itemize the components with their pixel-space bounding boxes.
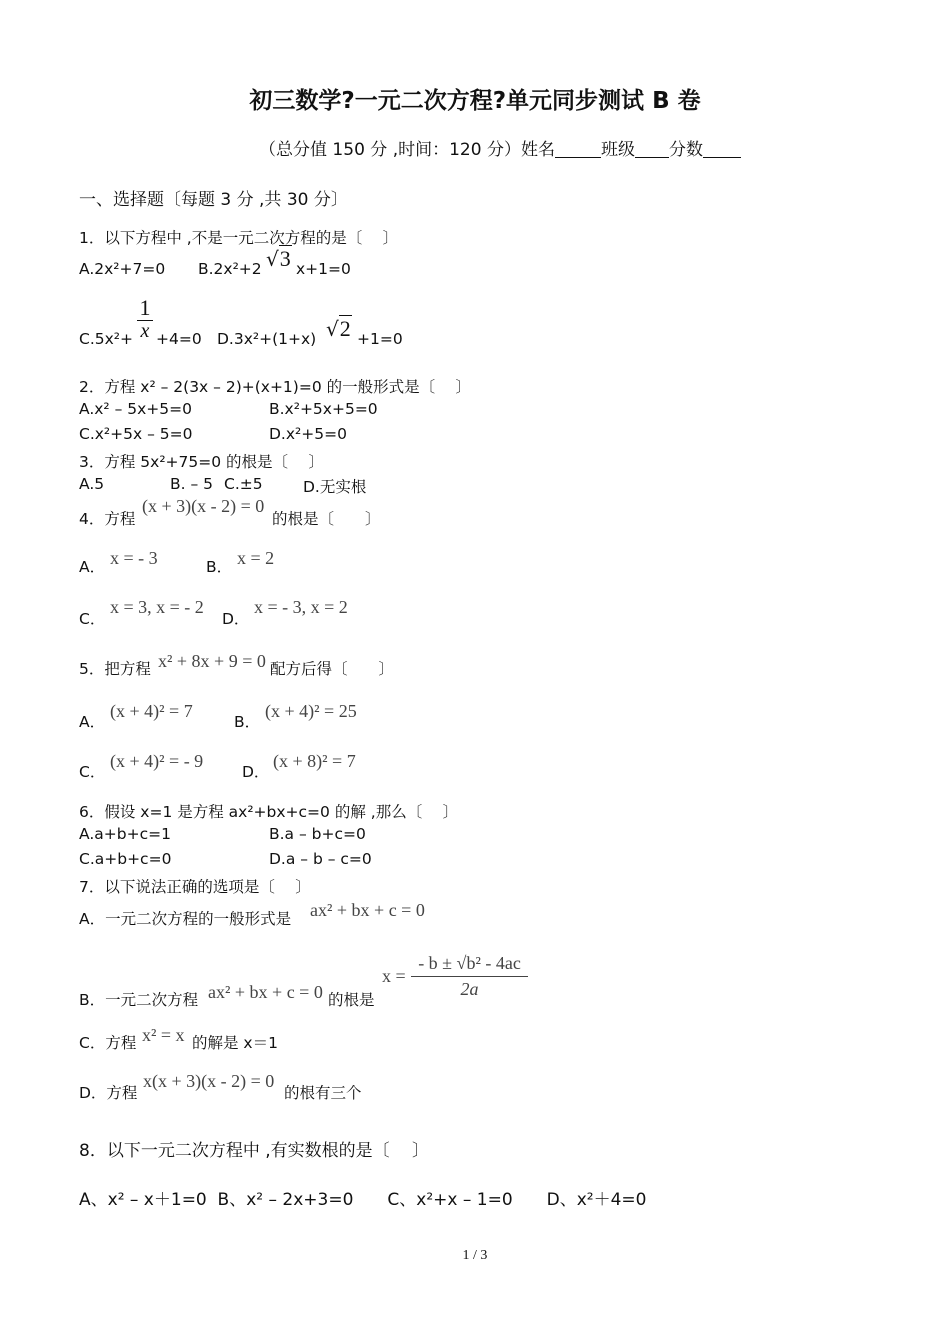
q5-stem-suffix: 配方后得〔 〕 xyxy=(270,660,395,678)
q4-option-b-label: B． xyxy=(206,558,233,576)
q4-stem-suffix: 的根是〔 〕 xyxy=(272,510,381,528)
q4-option-a-label: A． xyxy=(79,558,106,576)
q7-stem: 7．以下说法正确的选项是〔 〕 xyxy=(79,878,311,896)
class-blank xyxy=(635,141,669,158)
q7-formula-numerator: - b ± √b² - 4ac xyxy=(411,950,528,977)
q6-option-c: C.a+b+c=0 xyxy=(79,850,172,868)
q1-option-c-suffix: +4=0 xyxy=(156,330,202,348)
q5-option-c: (x + 4)² = - 9 xyxy=(110,751,204,771)
score-blank xyxy=(703,141,741,158)
q4-option-d: x = - 3, x = 2 xyxy=(254,597,348,617)
q1-option-b-prefix: B.2x²+2 xyxy=(198,260,262,278)
q8-options: A、x² – x＋1=0 B、x² – 2x+3=0 C、x²+x – 1=0 D、x²＋4=0 xyxy=(79,1190,647,1210)
q2-option-c: C.x²+5x – 5=0 xyxy=(79,425,193,443)
q2-stem: 2．方程 x² – 2(3x – 2)+(x+1)=0 的一般形式是〔 〕 xyxy=(79,378,472,396)
q7-option-b-math: ax² + bx + c = 0 xyxy=(208,982,323,1002)
sqrt-sign: √ xyxy=(266,247,279,271)
q1-c-denominator: x xyxy=(140,320,150,342)
q7-option-b-text: B．一元二次方程 xyxy=(79,991,199,1009)
q3-option-a: A.5 xyxy=(79,475,105,493)
q2-option-a: A.x² – 5x+5=0 xyxy=(79,400,192,418)
q7-option-c-math: x² = x xyxy=(142,1025,185,1045)
q7-option-b-suffix: 的根是 xyxy=(328,991,375,1009)
q2-option-d: D.x²+5=0 xyxy=(269,425,347,443)
q1-option-d-suffix: +1=0 xyxy=(357,330,403,348)
q5-option-c-label: C． xyxy=(79,763,106,781)
q4-option-b: x = 2 xyxy=(237,548,275,568)
page-title: 初三数学?一元二次方程?单元同步测试 B 卷 xyxy=(249,88,701,114)
page-number: 1 / 3 xyxy=(462,1248,488,1263)
q4-option-d-label: D． xyxy=(222,610,250,628)
q1-option-d-sqrt xyxy=(326,316,352,342)
q6-option-d: D.a – b – c=0 xyxy=(269,850,372,868)
q1-option-c-prefix: C.5x²+ xyxy=(79,330,133,348)
q7-formula-lhs: x = xyxy=(382,966,406,986)
subtitle-prefix: （总分值 150 分 ,时间：120 分）姓名 xyxy=(259,140,555,160)
q5-equation: x² + 8x + 9 = 0 xyxy=(158,651,266,671)
q7-option-d-math: x(x + 3)(x - 2) = 0 xyxy=(143,1071,275,1091)
q5-option-d: (x + 8)² = 7 xyxy=(273,751,356,771)
q6-stem: 6．假设 x=1 是方程 ax²+bx+c=0 的解 ,那么〔 〕 xyxy=(79,803,459,821)
q5-option-b-label: B． xyxy=(234,713,261,731)
q3-option-d: D.无实根 xyxy=(303,478,367,496)
name-blank xyxy=(555,141,601,158)
q7-option-a-text: A．一元二次方程的一般形式是 xyxy=(79,910,292,928)
q7-option-d-suffix: 的根有三个 xyxy=(284,1084,362,1102)
q5-stem-prefix: 5．把方程 xyxy=(79,660,151,678)
q1-option-c-fraction xyxy=(137,296,153,341)
q1-c-numerator: 1 xyxy=(137,296,153,321)
q7-option-c-suffix: 的解是 x＝1 xyxy=(192,1034,278,1052)
q2-option-b: B.x²+5x+5=0 xyxy=(269,400,378,418)
q5-option-a-label: A． xyxy=(79,713,106,731)
q3-stem: 3．方程 5x²+75=0 的根是〔 〕 xyxy=(79,453,324,471)
q5-option-d-label: D． xyxy=(242,763,270,781)
class-label: 班级 xyxy=(600,140,635,160)
q4-option-c: x = 3, x = - 2 xyxy=(110,597,204,617)
q5-option-b: (x + 4)² = 25 xyxy=(265,701,357,721)
q3-option-b: B. – 5 xyxy=(170,475,214,493)
q1-option-d-prefix: D.3x²+(1+x) xyxy=(217,330,317,348)
q4-stem-prefix: 4．方程 xyxy=(79,510,136,528)
q1-b-radicand: 3 xyxy=(279,246,291,271)
section-heading: 一、选择题〔每题 3 分 ,共 30 分〕 xyxy=(79,190,348,210)
q7-quadratic-formula xyxy=(411,950,528,1001)
q3-option-c: C.±5 xyxy=(224,475,263,493)
q5-option-a: (x + 4)² = 7 xyxy=(110,701,193,721)
q1-option-b-sqrt xyxy=(266,246,292,272)
q4-option-a: x = - 3 xyxy=(110,548,158,568)
q1-option-b-suffix: x+1=0 xyxy=(296,260,351,278)
subtitle xyxy=(0,135,950,160)
q4-equation: (x + 3)(x - 2) = 0 xyxy=(142,496,265,516)
q1-option-a: A.2x²+7=0 xyxy=(79,260,166,278)
q1-d-radicand: 2 xyxy=(339,316,351,341)
sqrt-sign: √ xyxy=(326,317,339,341)
q6-option-b: B.a – b+c=0 xyxy=(269,825,366,843)
q7-option-c-text: C．方程 xyxy=(79,1034,137,1052)
q6-option-a: A.a+b+c=1 xyxy=(79,825,171,843)
q4-option-c-label: C． xyxy=(79,610,106,628)
q7-formula-denominator: 2a xyxy=(460,979,479,999)
q7-option-a-math: ax² + bx + c = 0 xyxy=(310,900,425,920)
q7-option-d-text: D．方程 xyxy=(79,1084,138,1102)
q1-stem: 1．以下方程中 ,不是一元二次方程的是〔 〕 xyxy=(79,229,399,247)
score-label: 分数 xyxy=(668,140,703,160)
q8-stem: 8．以下一元二次方程中 ,有实数根的是〔 〕 xyxy=(79,1141,430,1161)
